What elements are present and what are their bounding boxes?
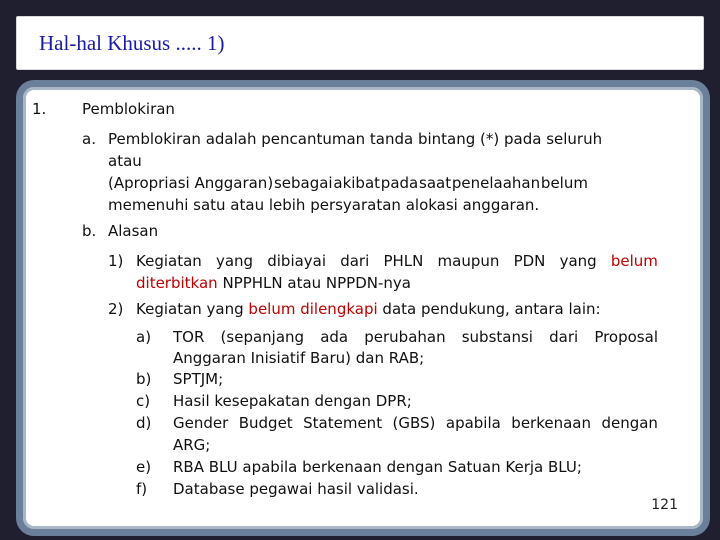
item-number: 1. (32, 100, 47, 118)
sub-d-label: d) (136, 414, 152, 432)
sub-a-line1-word: perubahan (364, 328, 446, 346)
sub-b-label: b) (136, 370, 152, 388)
reason1-number: 1) (108, 252, 124, 270)
point-b-title: Alasan (108, 222, 159, 240)
reason2-number: 2) (108, 300, 124, 318)
reason2-after: data pendukung, antara lain: (377, 300, 601, 318)
reason1-red-start: diterbitkan (136, 274, 218, 292)
sub-d-line1-word: dengan (601, 414, 658, 432)
sub-d-line1-word: berkenaan (511, 414, 591, 432)
reason1-word: maupun (437, 252, 500, 270)
sub-d-line1 (173, 414, 658, 432)
sub-e-label: e) (136, 458, 152, 476)
sub-e-text: RBA BLU apabila berkenaan dengan Satuan Kerja BLU; (173, 458, 582, 476)
reason1-red-end: belum (610, 252, 658, 270)
reason1-word: PHLN (383, 252, 424, 270)
point-a-line3 (108, 174, 588, 192)
sub-d-line1-word: Gender (173, 414, 229, 432)
point-a-line3-word: belum (540, 174, 588, 192)
sub-a-line1 (173, 328, 658, 346)
sub-a-line2: Anggaran Inisiatif Baru) dan RAB; (173, 349, 425, 367)
reason1-word: dibiayai (267, 252, 327, 270)
sub-f-label: f) (136, 480, 148, 498)
reason2-before: Kegiatan yang (136, 300, 249, 318)
slide-title: Hal-hal Khusus ..... 1) (39, 31, 225, 55)
point-b-label: b. (82, 222, 97, 240)
sub-c-label: c) (136, 392, 151, 410)
sub-d-line1-word: Budget (238, 414, 293, 432)
sub-f-text: Database pegawai hasil validasi. (173, 480, 419, 498)
sub-a-line1-word: (sepanjang (220, 328, 305, 346)
point-a-label: a. (82, 130, 96, 148)
sub-a-line1-word: Proposal (594, 328, 658, 346)
page-number: 121 (651, 497, 678, 513)
reason1-rest: NPPHLN atau NPPDN-nya (217, 274, 411, 292)
reason1-line2 (136, 274, 411, 292)
sub-a-line1-word: TOR (173, 328, 205, 346)
sub-d-line2: ARG; (173, 436, 211, 454)
reason2-line (136, 300, 601, 318)
sub-a-line1-word: ada (320, 328, 349, 346)
point-a-line4: memenuhi satu atau lebih persyaratan alokasi anggaran. (108, 196, 540, 214)
sub-d-line1-word: Statement (303, 414, 383, 432)
reason1-word: dari (340, 252, 370, 270)
reason1-word: Kegiatan (136, 252, 202, 270)
point-a-line3-word: pada (380, 174, 419, 192)
title-bar (16, 16, 704, 70)
sub-a-line1-word: substansi (461, 328, 533, 346)
point-a-line3-word: akibat (333, 174, 381, 192)
reason1-word: yang (559, 252, 597, 270)
point-a-line1: Pemblokiran adalah pencantuman tanda bintang (*) pada seluruh (108, 130, 603, 148)
sub-a-label: a) (136, 328, 152, 346)
sub-b-text: SPTJM; (173, 370, 224, 388)
sub-c-text: Hasil kesepakatan dengan DPR; (173, 392, 412, 410)
sub-d-line1-word: apabila (445, 414, 501, 432)
reason1-line1 (136, 252, 658, 270)
sub-a-line1-word: dari (549, 328, 579, 346)
point-a-line2: atau (108, 152, 142, 170)
reason1-word: yang (215, 252, 254, 270)
point-a-line3-word: sebagai (273, 174, 333, 192)
reason1-word: PDN (513, 252, 546, 270)
point-a-line3-word: penelaahan (451, 174, 541, 192)
reason2-red: belum dilengkapi (248, 300, 378, 318)
sub-d-line1-word: (GBS) (392, 414, 436, 432)
section-title: Pemblokiran (82, 100, 175, 118)
point-a-line3-word: saat (419, 174, 452, 192)
point-a-line3-word: (Apropriasi Anggaran) (108, 174, 274, 192)
